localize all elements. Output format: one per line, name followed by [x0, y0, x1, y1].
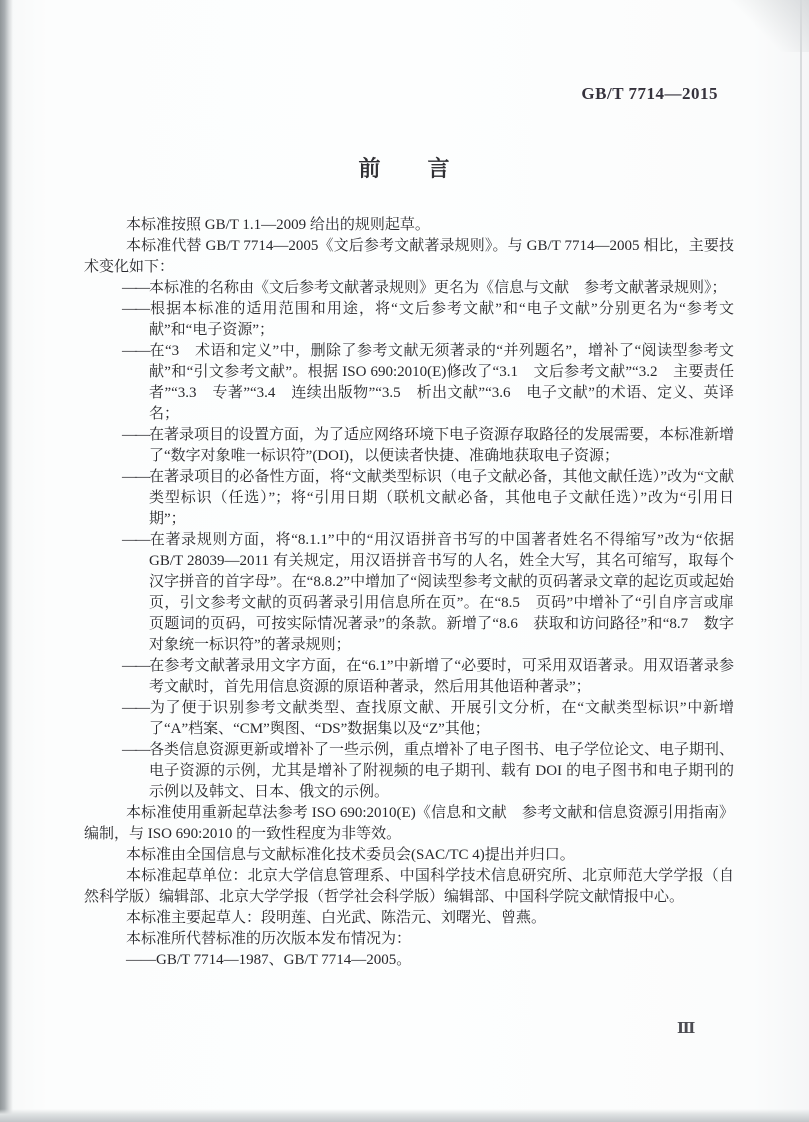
scan-bottom-edge: [0, 1109, 809, 1122]
item-dash: ——: [122, 700, 148, 716]
item-dash: ——: [122, 280, 148, 296]
foreword-paragraph: 本标准按照 GB/T 1.1—2009 给出的规则起草。: [126, 217, 430, 233]
foreword-body: [84, 215, 734, 971]
foreword-paragraph: 本标准起草单位：北京大学信息管理系、中国科学技术信息研究所、北京师范大学学报（自然科学版）编辑部、北京大学学报（哲学社会科学版）编辑部、中国科学院文献情报中心。: [84, 868, 734, 905]
foreword-paragraph: ——GB/T 7714—1987、GB/T 7714—2005。: [126, 952, 412, 968]
foreword-paragraph: 本标准使用重新起草法参考 ISO 690:2010(E)《信息和文献 参考文献和信息资源引用指南》编制，与 ISO 690:2010 的一致性程度为非等效。: [84, 805, 734, 842]
foreword-change-item: ——在著录项目的必备性方面，将“文献类型标识（电子文献必备，其他文献任选）”改为“文献类型标识（任选）”；将“引用日期（联机文献必备，其他电子文献任选）”改为“引用日期”；: [122, 469, 734, 527]
item-dash: ——: [122, 427, 148, 443]
standard-code-header: GB/T 7714—2015: [581, 84, 718, 103]
foreword-change-item: ——在著录项目的设置方面，为了适应网络环境下电子资源存取路径的发展需要，本标准新增了“数字对象唯一标识符”(DOI)，以便读者快捷、准确地获取电子资源；: [122, 427, 735, 464]
foreword-paragraph: 本标准所代替标准的历次版本发布情况为：: [126, 931, 412, 947]
foreword-change-item: ——在“3 术语和定义”中，删除了参考文献无须著录的“并列题名”，增补了“阅读型参考文献”和“引文参考文献”。根据 ISO 690:2010(E)修改了“3.1 文后参考文献”“3.2 主要责任者”“3.3 专著”“3.4 连续出版物”“3.5 析出文献”“3.6 电子文献”的术语、定义、英译名；: [122, 343, 734, 422]
page-number: Ⅲ: [677, 1021, 696, 1037]
foreword-change-item: ——本标准的名称由《文后参考文献著录规则》更名为《信息与文献 参考文献著录规则》；: [84, 278, 734, 299]
foreword-change-item: ——在参考文献著录用文字方面，在“6.1”中新增了“必要时，可采用双语著录。用双语著录参考文献时，首先用信息资源的原语种著录，然后用其他语种著录”；: [122, 658, 734, 695]
scan-top-right-shadow: [714, 0, 809, 52]
foreword-change-item: ——根据本标准的适用范围和用途，将“文后参考文献”和“电子文献”分别更名为“参考文献”和“电子资源”；: [122, 301, 734, 338]
foreword-change-item: ——为了便于识别参考文献类型、查找原文献、开展引文分析，在“文献类型标识”中新增了“A”档案、“CM”舆图、“DS”数据集以及“Z”其他；: [122, 700, 734, 737]
foreword-change-item: ——各类信息资源更新或增补了一些示例，重点增补了电子图书、电子学位论文、电子期刊、电子资源的示例，尤其是增补了附视频的电子期刊、载有 DOI 的电子图书和电子期刊的示例以及韩文、日本、俄文的示例。: [122, 742, 735, 800]
item-dash: ——: [122, 301, 148, 317]
item-dash: ——: [122, 343, 148, 359]
foreword-paragraph: 本标准由全国信息与文献标准化技术委员会(SAC/TC 4)提出并归口。: [126, 847, 575, 863]
item-dash: ——: [122, 532, 148, 548]
foreword-paragraph: 本标准代替 GB/T 7714—2005《文后参考文献著录规则》。与 GB/T 7714—2005 相比，主要技术变化如下：: [84, 238, 734, 275]
item-dash: ——: [122, 469, 148, 485]
item-dash: ——: [122, 742, 148, 758]
scan-right-page-edge: [800, 0, 802, 718]
foreword-change-item: ——在著录规则方面，将“8.1.1”中的“用汉语拼音书写的中国著者姓名不得缩写”改为“依据GB/T 28039—2011 有关规定，用汉语拼音书写的人名，姓全大写，其名可缩写，取每个汉字拼音的首字母”。在“8.8.2”中增加了“阅读型参考文献的页码著录文章的起讫页或起始页，引文参考文献的页码著录引用信息所在页”。在“8.5 页码”中增补了“引自序言或扉页题词的页码，可按实际情况著录”的条款。新增了“8.6 获取和访问路径”和“8.7 数字对象统一标识符”的著录规则；: [122, 532, 734, 653]
foreword-paragraph: 本标准主要起草人：段明莲、白光武、陈浩元、刘曙光、曾燕。: [126, 910, 547, 926]
page-title: 前 言: [358, 156, 451, 181]
item-dash: ——: [122, 658, 148, 674]
